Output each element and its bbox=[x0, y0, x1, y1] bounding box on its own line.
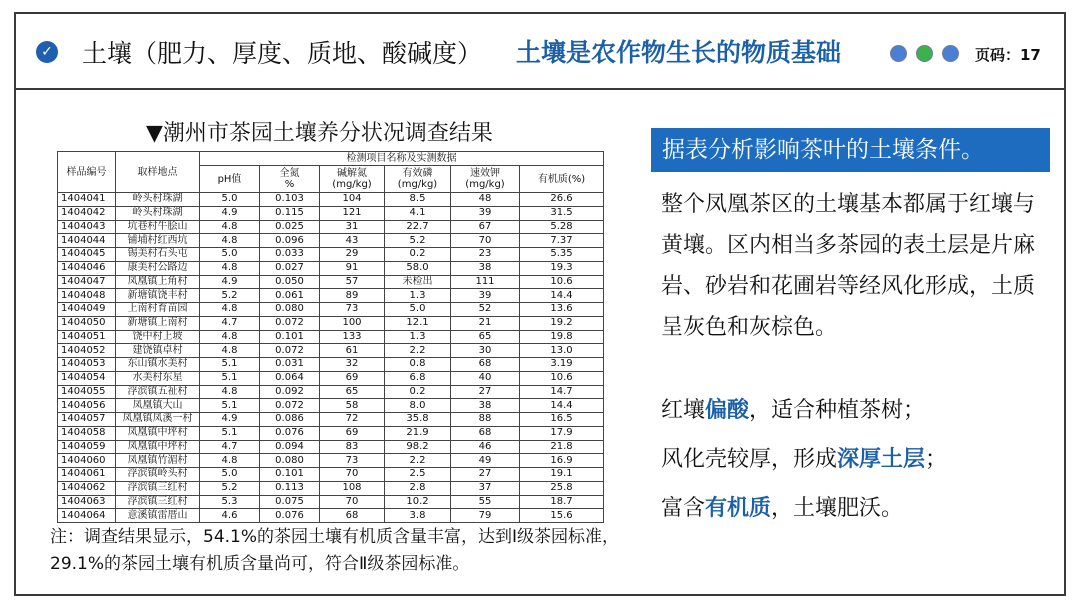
table-cell: 4.8 bbox=[200, 330, 260, 344]
table-cell: 15.6 bbox=[520, 509, 604, 523]
table-cell: 5.1 bbox=[200, 358, 260, 372]
table-cell: 25.8 bbox=[520, 481, 604, 495]
table-cell: 1404058 bbox=[58, 426, 116, 440]
col-header-organic-matter: 有机质(%) bbox=[520, 166, 604, 193]
table-cell: 1404043 bbox=[58, 220, 116, 234]
table-cell: 5.0 bbox=[200, 248, 260, 262]
table-cell: 4.8 bbox=[200, 303, 260, 317]
table-cell: 0.113 bbox=[260, 481, 320, 495]
table-cell: 4.7 bbox=[200, 316, 260, 330]
table-cell: 1404048 bbox=[58, 289, 116, 303]
table-cell: 1404057 bbox=[58, 413, 116, 427]
table-cell: 0.076 bbox=[260, 426, 320, 440]
table-cell: 1404062 bbox=[58, 481, 116, 495]
table-cell: 4.8 bbox=[200, 454, 260, 468]
table-cell: 6.8 bbox=[385, 371, 451, 385]
table-cell: 0.033 bbox=[260, 248, 320, 262]
check-circle-icon: ✓ bbox=[36, 41, 58, 63]
table-cell: 14.7 bbox=[520, 385, 604, 399]
table-cell: 52 bbox=[451, 303, 520, 317]
table-cell: 0.072 bbox=[260, 399, 320, 413]
table-cell: 55 bbox=[451, 495, 520, 509]
analysis-paragraph: 整个凤凰茶区的土壤基本都属于红壤与黄壤。区内相当多茶园的表土层是片麻岩、砂岩和花圃岩等经风化形成，土质呈灰色和灰棕色。 bbox=[661, 192, 1036, 340]
table-cell: 68 bbox=[320, 509, 385, 523]
table-cell: 19.2 bbox=[520, 316, 604, 330]
table-cell: 5.28 bbox=[520, 220, 604, 234]
table-cell: 0.115 bbox=[260, 206, 320, 220]
table-cell: 68 bbox=[451, 426, 520, 440]
table-cell: 岭头村珠湖 bbox=[116, 206, 200, 220]
table-cell: 3.19 bbox=[520, 358, 604, 372]
table-cell: 岭头村珠湖 bbox=[116, 193, 200, 207]
table-row bbox=[58, 303, 604, 317]
table-cell: 100 bbox=[320, 316, 385, 330]
table-cell: 58.0 bbox=[385, 261, 451, 275]
table-cell: 2.5 bbox=[385, 468, 451, 482]
page-number: 页码：17 bbox=[975, 46, 1041, 64]
table-row bbox=[58, 275, 604, 289]
table-cell: 凤凰镇上角村 bbox=[116, 275, 200, 289]
table-cell: 69 bbox=[320, 371, 385, 385]
soil-survey-table bbox=[57, 151, 604, 523]
table-cell: 1404064 bbox=[58, 509, 116, 523]
table-cell: 凤凰镇竹湄村 bbox=[116, 454, 200, 468]
table-cell: 0.027 bbox=[260, 261, 320, 275]
table-row bbox=[58, 454, 604, 468]
table-cell: 凤凰镇凤溪一村 bbox=[116, 413, 200, 427]
table-cell: 4.6 bbox=[200, 509, 260, 523]
table-cell: 26.6 bbox=[520, 193, 604, 207]
table-row bbox=[58, 385, 604, 399]
table-cell: 35.8 bbox=[385, 413, 451, 427]
table-cell: 68 bbox=[451, 358, 520, 372]
table-cell: 19.8 bbox=[520, 330, 604, 344]
table-cell: 1404049 bbox=[58, 303, 116, 317]
table-cell: 凤凰镇中坪村 bbox=[116, 440, 200, 454]
table-cell: 0.025 bbox=[260, 220, 320, 234]
table-row bbox=[58, 440, 604, 454]
table-cell: 18.7 bbox=[520, 495, 604, 509]
table-cell: 4.7 bbox=[200, 440, 260, 454]
table-cell: 31 bbox=[320, 220, 385, 234]
table-cell: 58 bbox=[320, 399, 385, 413]
table-cell: 0.103 bbox=[260, 193, 320, 207]
table-cell: 73 bbox=[320, 454, 385, 468]
table-cell: 73 bbox=[320, 303, 385, 317]
table-cell: 2.2 bbox=[385, 454, 451, 468]
table-cell: 凤凰镇大山 bbox=[116, 399, 200, 413]
key-point-deep-soil: 风化壳较厚，形成深厚土层； bbox=[661, 447, 948, 472]
table-cell: 70 bbox=[320, 495, 385, 509]
table-cell: 0.2 bbox=[385, 385, 451, 399]
col-header-available-p: 有效磷 (mg/kg) bbox=[385, 166, 451, 193]
table-cell: 1.3 bbox=[385, 330, 451, 344]
table-cell: 0.096 bbox=[260, 234, 320, 248]
col-header-ph: pH值 bbox=[200, 166, 260, 193]
table-cell: 1404060 bbox=[58, 454, 116, 468]
table-row bbox=[58, 289, 604, 303]
col-header-alkali-n: 碱解氮 (mg/kg) bbox=[320, 166, 385, 193]
table-cell: 1404059 bbox=[58, 440, 116, 454]
table-cell: 1404042 bbox=[58, 206, 116, 220]
table-cell: 69 bbox=[320, 426, 385, 440]
table-cell: 0.061 bbox=[260, 289, 320, 303]
table-row bbox=[58, 234, 604, 248]
table-cell: 1404050 bbox=[58, 316, 116, 330]
table-cell: 4.8 bbox=[200, 220, 260, 234]
table-cell: 98.2 bbox=[385, 440, 451, 454]
key-point-acidic: 红壤偏酸，适合种植茶树； bbox=[661, 398, 926, 423]
table-cell: 39 bbox=[451, 206, 520, 220]
table-cell: 新塘镇饶丰村 bbox=[116, 289, 200, 303]
table-cell: 4.8 bbox=[200, 261, 260, 275]
table-cell: 5.1 bbox=[200, 426, 260, 440]
col-header-location: 取样地点 bbox=[116, 152, 200, 193]
table-row bbox=[58, 509, 604, 523]
table-row bbox=[58, 330, 604, 344]
table-cell: 19.3 bbox=[520, 261, 604, 275]
table-cell: 5.1 bbox=[200, 371, 260, 385]
table-cell: 东山镇水美村 bbox=[116, 358, 200, 372]
table-cell: 浮滨镇三红村 bbox=[116, 481, 200, 495]
table-cell: 40 bbox=[451, 371, 520, 385]
col-header-total-n: 全氮 % bbox=[260, 166, 320, 193]
table-row bbox=[58, 468, 604, 482]
table-cell: 1404047 bbox=[58, 275, 116, 289]
table-cell: 111 bbox=[451, 275, 520, 289]
table-cell: 21 bbox=[451, 316, 520, 330]
table-cell: 4.8 bbox=[200, 385, 260, 399]
table-cell: 3.8 bbox=[385, 509, 451, 523]
table-cell: 91 bbox=[320, 261, 385, 275]
table-cell: 0.050 bbox=[260, 275, 320, 289]
table-cell: 10.6 bbox=[520, 275, 604, 289]
table-row bbox=[58, 413, 604, 427]
table-cell: 1404061 bbox=[58, 468, 116, 482]
table-cell: 4.8 bbox=[200, 344, 260, 358]
table-cell: 121 bbox=[320, 206, 385, 220]
table-cell: 37 bbox=[451, 481, 520, 495]
table-cell: 83 bbox=[320, 440, 385, 454]
table-row bbox=[58, 261, 604, 275]
key-point-organic: 富含有机质，土壤肥沃。 bbox=[661, 496, 904, 521]
table-cell: 21.8 bbox=[520, 440, 604, 454]
table-cell: 浮滨镇岭头村 bbox=[116, 468, 200, 482]
table-cell: 21.9 bbox=[385, 426, 451, 440]
table-cell: 意溪镇雷厝山 bbox=[116, 509, 200, 523]
table-cell: 72 bbox=[320, 413, 385, 427]
key-points bbox=[661, 386, 947, 533]
table-cell: 108 bbox=[320, 481, 385, 495]
table-cell: 16.9 bbox=[520, 454, 604, 468]
table-cell: 27 bbox=[451, 385, 520, 399]
table-cell: 46 bbox=[451, 440, 520, 454]
table-cell: 7.37 bbox=[520, 234, 604, 248]
table-cell: 0.080 bbox=[260, 454, 320, 468]
nav-dot-2-icon bbox=[916, 45, 933, 62]
table-cell: 65 bbox=[451, 330, 520, 344]
table-cell: 4.9 bbox=[200, 275, 260, 289]
table-cell: 88 bbox=[451, 413, 520, 427]
table-cell: 上南村育苗园 bbox=[116, 303, 200, 317]
table-row bbox=[58, 399, 604, 413]
table-cell: 浮滨镇三红村 bbox=[116, 495, 200, 509]
table-cell: 104 bbox=[320, 193, 385, 207]
table-cell: 4.1 bbox=[385, 206, 451, 220]
table-row bbox=[58, 371, 604, 385]
table-cell: 70 bbox=[320, 468, 385, 482]
table-cell: 5.3 bbox=[200, 495, 260, 509]
table-cell: 0.2 bbox=[385, 248, 451, 262]
table-row bbox=[58, 248, 604, 262]
table-cell: 48 bbox=[451, 193, 520, 207]
table-row bbox=[58, 220, 604, 234]
table-cell: 133 bbox=[320, 330, 385, 344]
table-cell: 1404041 bbox=[58, 193, 116, 207]
table-cell: 凤凰镇中坪村 bbox=[116, 426, 200, 440]
table-cell: 27 bbox=[451, 468, 520, 482]
table-cell: 饶中村上坡 bbox=[116, 330, 200, 344]
table-cell: 1404056 bbox=[58, 399, 116, 413]
table-cell: 38 bbox=[451, 399, 520, 413]
table-cell: 1404044 bbox=[58, 234, 116, 248]
table-cell: 57 bbox=[320, 275, 385, 289]
table-cell: 锡美村石头屯 bbox=[116, 248, 200, 262]
table-cell: 30 bbox=[451, 344, 520, 358]
table-cell: 0.075 bbox=[260, 495, 320, 509]
table-cell: 61 bbox=[320, 344, 385, 358]
table-cell: 8.5 bbox=[385, 193, 451, 207]
table-row bbox=[58, 193, 604, 207]
table-cell: 23 bbox=[451, 248, 520, 262]
table-cell: 31.5 bbox=[520, 206, 604, 220]
table-cell: 0.101 bbox=[260, 330, 320, 344]
table-cell: 5.35 bbox=[520, 248, 604, 262]
table-cell: 10.2 bbox=[385, 495, 451, 509]
table-cell: 16.5 bbox=[520, 413, 604, 427]
table-cell: 89 bbox=[320, 289, 385, 303]
table-cell: 0.086 bbox=[260, 413, 320, 427]
table-cell: 12.1 bbox=[385, 316, 451, 330]
table-cell: 13.6 bbox=[520, 303, 604, 317]
col-header-available-k: 速效钾 (mg/kg) bbox=[451, 166, 520, 193]
table-cell: 0.076 bbox=[260, 509, 320, 523]
table-cell: 79 bbox=[451, 509, 520, 523]
nav-dot-1-icon bbox=[890, 45, 907, 62]
table-cell: 65 bbox=[320, 385, 385, 399]
table-cell: 5.2 bbox=[200, 481, 260, 495]
table-note: 注：调查结果显示，54.1%的茶园土壤有机质含量丰富，达到Ⅰ级茶园标准，29.1%的茶园土壤有机质含量尚可，符合Ⅱ级茶园标准。 bbox=[50, 527, 620, 574]
table-cell: 0.101 bbox=[260, 468, 320, 482]
table-cell: 建饶镇卓村 bbox=[116, 344, 200, 358]
table-cell: 1404055 bbox=[58, 385, 116, 399]
table-cell: 1404053 bbox=[58, 358, 116, 372]
table-cell: 0.8 bbox=[385, 358, 451, 372]
table-cell: 13.0 bbox=[520, 344, 604, 358]
table-cell: 10.6 bbox=[520, 371, 604, 385]
table-cell: 22.7 bbox=[385, 220, 451, 234]
table-cell: 49 bbox=[451, 454, 520, 468]
table-cell: 1404052 bbox=[58, 344, 116, 358]
table-cell: 5.2 bbox=[200, 289, 260, 303]
slide-title: 土壤（肥力、厚度、质地、酸碱度） bbox=[82, 39, 483, 68]
table-cell: 0.094 bbox=[260, 440, 320, 454]
table-cell: 70 bbox=[451, 234, 520, 248]
nav-dot-3-icon bbox=[942, 45, 959, 62]
table-cell: 1404046 bbox=[58, 261, 116, 275]
table-row bbox=[58, 344, 604, 358]
table-cell: 1404045 bbox=[58, 248, 116, 262]
table-cell: 8.0 bbox=[385, 399, 451, 413]
table-cell: 未检出 bbox=[385, 275, 451, 289]
table-cell: 1404054 bbox=[58, 371, 116, 385]
table-cell: 5.0 bbox=[200, 468, 260, 482]
table-cell: 康美村公路边 bbox=[116, 261, 200, 275]
table-row bbox=[58, 426, 604, 440]
table-cell: 5.0 bbox=[385, 303, 451, 317]
table-row bbox=[58, 481, 604, 495]
group-header: 检测项目名称及实测数据 bbox=[200, 152, 604, 166]
table-cell: 0.031 bbox=[260, 358, 320, 372]
table-cell: 32 bbox=[320, 358, 385, 372]
table-row bbox=[58, 206, 604, 220]
table-cell: 浮滨镇五祉村 bbox=[116, 385, 200, 399]
table-cell: 0.092 bbox=[260, 385, 320, 399]
table-cell: 铺埔村红西坑 bbox=[116, 234, 200, 248]
table-cell: 0.072 bbox=[260, 316, 320, 330]
table-cell: 水美村东星 bbox=[116, 371, 200, 385]
table-title: ▼潮州市茶园土壤养分状况调查结果 bbox=[146, 121, 493, 146]
table-cell: 坑巷村牛脍山 bbox=[116, 220, 200, 234]
table-cell: 0.072 bbox=[260, 344, 320, 358]
table-cell: 新塘镇上南村 bbox=[116, 316, 200, 330]
table-cell: 14.4 bbox=[520, 289, 604, 303]
table-cell: 29 bbox=[320, 248, 385, 262]
table-row bbox=[58, 495, 604, 509]
table-cell: 5.0 bbox=[200, 193, 260, 207]
table-cell: 4.8 bbox=[200, 234, 260, 248]
table-row bbox=[58, 358, 604, 372]
table-cell: 2.2 bbox=[385, 344, 451, 358]
table-cell: 1404063 bbox=[58, 495, 116, 509]
table-cell: 4.9 bbox=[200, 206, 260, 220]
col-header-sample-id: 样品编号 bbox=[58, 152, 116, 193]
table-cell: 38 bbox=[451, 261, 520, 275]
table-cell: 17.9 bbox=[520, 426, 604, 440]
table-cell: 4.9 bbox=[200, 413, 260, 427]
slide-subtitle: 土壤是农作物生长的物质基础 bbox=[516, 38, 842, 67]
question-callout: 据表分析影响茶叶的土壤条件。 bbox=[651, 128, 1050, 172]
table-cell: 5.1 bbox=[200, 399, 260, 413]
table-row bbox=[58, 316, 604, 330]
table-cell: 2.8 bbox=[385, 481, 451, 495]
table-cell: 1404051 bbox=[58, 330, 116, 344]
table-cell: 0.064 bbox=[260, 371, 320, 385]
table-cell: 0.080 bbox=[260, 303, 320, 317]
table-cell: 14.4 bbox=[520, 399, 604, 413]
table-cell: 1.3 bbox=[385, 289, 451, 303]
table-cell: 5.2 bbox=[385, 234, 451, 248]
table-cell: 19.1 bbox=[520, 468, 604, 482]
table-cell: 43 bbox=[320, 234, 385, 248]
table-cell: 39 bbox=[451, 289, 520, 303]
table-cell: 67 bbox=[451, 220, 520, 234]
